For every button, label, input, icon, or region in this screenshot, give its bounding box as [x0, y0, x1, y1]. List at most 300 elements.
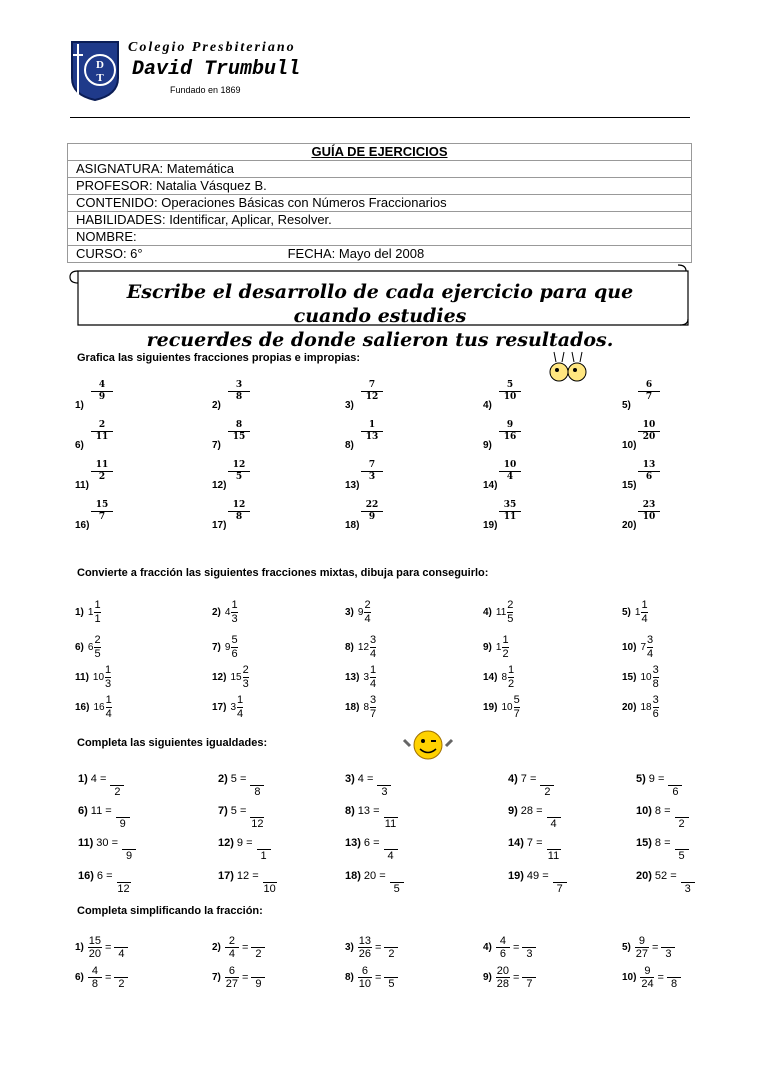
numerator-blank[interactable] [257, 837, 271, 849]
denominator: 4 [647, 648, 654, 660]
exercise-label: 18) [345, 870, 361, 882]
numerator-blank[interactable] [681, 870, 695, 882]
exercise-label: 11) [75, 480, 89, 491]
numerator: 1 [508, 664, 515, 676]
fraction-blank[interactable] [116, 805, 130, 830]
fraction [514, 694, 520, 721]
denominator: 2 [114, 977, 128, 990]
denominator: 20 [638, 431, 660, 443]
fraction [638, 500, 660, 523]
numerator-blank[interactable] [553, 870, 567, 882]
college-name: Colegio Presbiteriano [128, 40, 296, 55]
denominator: 7 [553, 882, 567, 895]
fraction [508, 664, 514, 691]
numerator: 6 [645, 380, 653, 390]
numerator-blank[interactable] [117, 870, 131, 882]
fraction [502, 634, 508, 661]
denominator: 2 [502, 648, 509, 660]
denominator: 16 [499, 431, 521, 443]
fraction [507, 599, 513, 626]
fraction [231, 634, 237, 661]
exercise-label: 1) [75, 400, 84, 411]
denominator: 8 [652, 678, 659, 690]
denominator: 9 [361, 511, 383, 523]
fraction [225, 935, 239, 960]
exercise-label: 2) [212, 607, 221, 619]
denominator: 2 [91, 471, 113, 483]
numerator-blank[interactable] [675, 805, 689, 817]
numerator-blank[interactable] [668, 773, 682, 785]
denominator: 10 [358, 978, 372, 990]
numerator-blank[interactable] [384, 837, 398, 849]
numerator: 9 [644, 965, 651, 977]
exercise-label: 3) [345, 773, 355, 785]
denominator: 11 [384, 818, 397, 830]
denominator: 7 [638, 391, 660, 403]
mixed-number [75, 664, 111, 691]
numerator: 3 [370, 694, 377, 706]
exercise-label: 10) [622, 440, 637, 451]
fraction-blank[interactable] [250, 805, 264, 830]
fraction [499, 500, 521, 523]
fraction [638, 380, 660, 403]
numerator: 1 [641, 599, 648, 611]
denominator: 15 [228, 431, 250, 443]
contenido-row: CONTENIDO: Operaciones Básicas con Números Fraccionarios [68, 195, 692, 212]
fraction-blank[interactable] [117, 870, 131, 895]
mixed-number [212, 599, 238, 626]
fraction [641, 599, 647, 626]
numerator: 10 [503, 460, 517, 470]
fraction-blank[interactable] [257, 837, 271, 862]
fraction-blank[interactable] [384, 965, 398, 990]
fraction-blank[interactable] [110, 773, 124, 798]
numerator: 1 [502, 634, 509, 646]
fraction [370, 694, 376, 721]
section3-title: Completa las siguientes igualdades: [77, 737, 268, 749]
equality-lhs: 30 = [96, 837, 119, 849]
equality-lhs: 5 = [230, 773, 247, 785]
banner-line-1: Escribe el desarrollo de cada ejercicio para que cuando estudies [126, 281, 634, 327]
simplify-exercise [212, 935, 265, 960]
numerator-blank[interactable] [540, 773, 554, 785]
numerator-blank[interactable] [675, 837, 689, 849]
fecha-text: FECHA: Mayo del 2008 [287, 246, 425, 261]
numerator-blank[interactable] [122, 837, 136, 849]
exercise-label: 2) [212, 942, 221, 953]
equality [78, 805, 130, 830]
numerator: 23 [642, 500, 656, 510]
simplify-exercise [75, 965, 128, 990]
equals-sign: = [371, 941, 385, 954]
numerator: 2 [228, 935, 235, 947]
denominator: 4 [237, 708, 244, 720]
whole-part: 12 [357, 642, 370, 654]
mixed-number [75, 599, 101, 626]
whole-part: 3 [363, 672, 370, 684]
fraction-blank[interactable] [661, 935, 675, 960]
fraction [105, 664, 111, 691]
numerator-blank[interactable] [251, 965, 265, 977]
denominator: 10 [499, 391, 521, 403]
exercise-label: 2) [218, 773, 228, 785]
fraction-blank[interactable] [540, 773, 554, 798]
denominator: 8 [88, 977, 102, 990]
equality-lhs: 13 = [357, 805, 380, 817]
exercise-label: 10) [636, 805, 652, 817]
exercise-label: 8) [345, 972, 354, 983]
exercise-label: 16) [75, 520, 90, 531]
whole-part: 9 [357, 607, 364, 619]
exercise-label: 9) [508, 805, 518, 817]
fraction [228, 420, 250, 443]
denominator: 10 [263, 883, 276, 895]
fraction [228, 460, 250, 483]
svg-text:T: T [96, 72, 104, 84]
fraction [499, 460, 521, 483]
exercise-label: 4) [483, 942, 492, 953]
fraction-blank[interactable] [547, 805, 561, 830]
fraction-blank[interactable] [681, 870, 695, 895]
numerator-blank[interactable] [547, 837, 561, 849]
numerator: 6 [228, 965, 235, 977]
fraction [106, 694, 112, 721]
numerator: 11 [95, 460, 109, 470]
whole-part: 8 [363, 702, 370, 714]
denominator: 12 [251, 818, 264, 830]
denominator: 6 [668, 785, 682, 798]
simplify-exercise [345, 935, 398, 960]
denominator: 2 [384, 947, 398, 960]
exercise-label: 15) [622, 480, 637, 491]
fraction [364, 599, 370, 626]
numerator-blank[interactable] [114, 935, 128, 947]
numerator-blank[interactable] [384, 935, 398, 947]
denominator: 4 [114, 947, 128, 960]
mixed-number [212, 664, 249, 691]
denominator: 4 [370, 648, 377, 660]
fraction-blank[interactable] [675, 837, 689, 862]
denominator: 2 [251, 947, 265, 960]
whole-part: 8 [501, 672, 508, 684]
whole-part: 10 [92, 672, 105, 684]
fraction-blank[interactable] [384, 837, 398, 862]
exercise-label: 14) [483, 480, 498, 491]
numerator: 13 [358, 935, 372, 947]
mixed-number [345, 599, 371, 626]
denominator: 10 [638, 511, 660, 523]
equality [218, 805, 264, 830]
equality [508, 837, 561, 862]
mixed-number [622, 599, 648, 626]
exercise-label: 20) [622, 702, 637, 714]
svg-text:D: D [96, 59, 104, 71]
denominator: 13 [361, 431, 383, 443]
exercise-label: 12) [212, 672, 227, 684]
numerator-blank[interactable] [667, 965, 681, 977]
fraction-blank[interactable] [251, 965, 265, 990]
denominator: 1 [94, 613, 101, 625]
equality-lhs: 6 = [96, 870, 113, 882]
denominator: 5 [675, 849, 689, 862]
denominator: 5 [384, 977, 398, 990]
exercise-label: 10) [622, 972, 637, 983]
numerator: 1 [368, 420, 376, 430]
mixed-number [75, 634, 101, 661]
fraction [228, 500, 250, 523]
equality [218, 773, 264, 798]
numerator-blank[interactable] [116, 805, 130, 817]
simplify-exercise [483, 935, 536, 960]
founded-text: Fundado en 1869 [170, 85, 241, 95]
equality-lhs: 4 = [357, 773, 374, 785]
info-table [67, 143, 692, 263]
numerator-blank[interactable] [522, 965, 536, 977]
fraction [653, 664, 659, 691]
equality-lhs: 28 = [520, 805, 543, 817]
fraction-blank[interactable] [522, 965, 536, 990]
equality [636, 870, 695, 895]
numerator: 3 [235, 380, 243, 390]
fraction [91, 420, 113, 443]
numerator: 4 [499, 935, 506, 947]
numerator-blank[interactable] [110, 773, 124, 785]
exercise-label: 5) [622, 400, 631, 411]
fraction-blank[interactable] [263, 870, 277, 895]
equality-lhs: 9 = [236, 837, 253, 849]
exercise-label: 11) [75, 672, 89, 684]
fraction-blank[interactable] [250, 773, 264, 798]
denominator: 4 [105, 708, 112, 720]
fraction [231, 599, 237, 626]
numerator: 3 [370, 634, 377, 646]
mixed-number [75, 694, 112, 721]
school-crest-icon [70, 40, 120, 102]
denominator: 2 [675, 817, 689, 830]
exercise-label: 18) [345, 702, 360, 714]
numerator-blank[interactable] [250, 773, 264, 785]
exercise-label: 17) [212, 520, 227, 531]
equals-sign: = [654, 971, 667, 984]
mixed-number [622, 664, 659, 691]
numerator-blank[interactable] [263, 870, 277, 882]
fraction-blank[interactable] [390, 870, 404, 895]
fraction-blank[interactable] [675, 805, 689, 830]
fraction [361, 500, 383, 523]
nombre-row[interactable]: NOMBRE: [68, 229, 692, 246]
equals-sign: = [509, 941, 523, 954]
fraction-blank[interactable] [553, 870, 567, 895]
whole-part: 7 [640, 642, 647, 654]
denominator: 7 [91, 511, 113, 523]
exercise-label: 17) [218, 870, 234, 882]
denominator: 9 [91, 391, 113, 403]
numerator: 15 [95, 500, 109, 510]
numerator-blank[interactable] [251, 935, 265, 947]
equality [345, 805, 398, 830]
fraction-blank[interactable] [251, 935, 265, 960]
exercise-label: 3) [345, 942, 354, 953]
fraction-blank[interactable] [114, 935, 128, 960]
equality-lhs: 20 = [363, 870, 386, 882]
exercise-label: 12) [218, 837, 234, 849]
equals-sign: = [648, 941, 662, 954]
fraction-blank[interactable] [522, 935, 536, 960]
fraction [88, 965, 102, 990]
fraction-blank[interactable] [114, 965, 128, 990]
whole-part: 18 [640, 702, 652, 714]
whole-part: 15 [230, 672, 242, 684]
exercise-label: 12) [212, 480, 227, 491]
numerator: 1 [237, 694, 244, 706]
denominator: 9 [116, 817, 130, 830]
denominator: 11 [547, 850, 560, 862]
numerator: 7 [368, 460, 376, 470]
fraction [370, 634, 376, 661]
exercise-label: 6) [75, 440, 84, 451]
exercise-label: 16) [75, 702, 90, 714]
exercise-label: 15) [636, 837, 652, 849]
header-divider [70, 117, 690, 118]
numerator: 22 [365, 500, 379, 510]
fraction [237, 694, 243, 721]
school-name: David Trumbull [132, 58, 301, 81]
exercise-label: 6) [75, 642, 84, 654]
fraction [496, 935, 510, 960]
numerator: 7 [368, 380, 376, 390]
equality-lhs: 8 = [654, 805, 671, 817]
exercise-label: 18) [345, 520, 360, 531]
equality [78, 837, 136, 862]
asignatura-row: ASIGNATURA: Matemática [68, 161, 692, 178]
equals-sign: = [101, 941, 115, 954]
numerator: 1 [370, 664, 377, 676]
denominator: 28 [496, 978, 510, 990]
mixed-number [212, 634, 238, 661]
fraction [228, 380, 250, 403]
numerator-blank[interactable] [522, 935, 536, 947]
mixed-number [622, 694, 659, 721]
fraction-blank[interactable] [668, 773, 682, 798]
fraction [499, 420, 521, 443]
fraction [243, 664, 249, 691]
whole-part: 1 [87, 607, 94, 619]
equals-sign: = [371, 971, 385, 984]
fraction-blank[interactable] [384, 935, 398, 960]
exercise-label: 3) [345, 400, 354, 411]
fraction [647, 634, 653, 661]
fraction [91, 380, 113, 403]
mixed-number [483, 664, 514, 691]
fraction [638, 420, 660, 443]
numerator-blank[interactable] [377, 773, 391, 785]
equality [345, 837, 398, 862]
profesor-row: PROFESOR: Natalia Vásquez B. [68, 178, 692, 195]
exercise-label: 7) [212, 972, 221, 983]
whole-part: 10 [501, 702, 513, 714]
curso-fecha-row [68, 246, 692, 263]
exercise-label: 14) [508, 837, 524, 849]
whole-part: 10 [640, 672, 652, 684]
denominator: 5 [228, 471, 250, 483]
whole-part: 3 [230, 702, 237, 714]
fraction-blank[interactable] [377, 773, 391, 798]
equality-lhs: 6 = [363, 837, 380, 849]
numerator: 1 [94, 599, 101, 611]
fraction [653, 694, 659, 721]
numerator-blank[interactable] [384, 965, 398, 977]
numerator: 3 [647, 634, 654, 646]
denominator: 9 [122, 849, 136, 862]
equality [345, 870, 404, 895]
fraction [640, 965, 654, 990]
exercise-label: 1) [75, 942, 84, 953]
numerator-blank[interactable] [114, 965, 128, 977]
whole-part: 1 [634, 607, 641, 619]
denominator: 1 [257, 849, 271, 862]
numerator-blank[interactable] [661, 935, 675, 947]
denominator: 20 [88, 948, 102, 960]
denominator: 4 [641, 613, 648, 625]
equality-lhs: 8 = [654, 837, 671, 849]
exercise-label: 2) [212, 400, 221, 411]
denominator: 7 [522, 977, 536, 990]
fraction [496, 965, 510, 990]
numerator: 2 [364, 599, 371, 611]
exercise-label: 19) [508, 870, 524, 882]
fraction [499, 380, 521, 403]
equality-lhs: 49 = [526, 870, 549, 882]
fraction [370, 664, 376, 691]
numerator-blank[interactable] [547, 805, 561, 817]
exercise-label: 7) [212, 642, 221, 654]
exercise-label: 6) [78, 805, 88, 817]
exercise-label: 20) [622, 520, 637, 531]
exercise-label: 5) [636, 773, 646, 785]
fraction-blank[interactable] [547, 837, 561, 862]
fraction-blank[interactable] [667, 965, 681, 990]
equality [78, 870, 131, 895]
fraction [91, 460, 113, 483]
simplify-exercise [75, 935, 128, 960]
section2-title: Convierte a fracción las siguientes fracciones mixtas, dibuja para conseguirlo: [77, 567, 489, 579]
numerator: 35 [503, 500, 517, 510]
whole-part: 16 [93, 702, 105, 714]
equality [345, 773, 391, 798]
whole-part: 4 [224, 607, 231, 619]
worksheet-title: GUÍA DE EJERCICIOS [68, 144, 692, 161]
numerator: 2 [507, 599, 514, 611]
numerator: 9 [638, 935, 645, 947]
numerator: 5 [513, 694, 520, 706]
equality [218, 837, 271, 862]
denominator: 3 [242, 678, 249, 690]
section1-title: Grafica las siguientes fracciones propias e impropias: [77, 352, 361, 364]
fraction-blank[interactable] [122, 837, 136, 862]
numerator: 2 [94, 634, 101, 646]
denominator: 8 [228, 391, 250, 403]
exercise-label: 1) [78, 773, 88, 785]
exercise-label: 14) [483, 672, 498, 684]
denominator: 7 [370, 708, 377, 720]
fraction [91, 500, 113, 523]
numerator: 2 [98, 420, 106, 430]
numerator-blank[interactable] [390, 870, 404, 882]
numerator-blank[interactable] [250, 805, 264, 817]
numerator-blank[interactable] [384, 805, 398, 817]
fraction-blank[interactable] [384, 805, 398, 830]
fraction [94, 634, 100, 661]
